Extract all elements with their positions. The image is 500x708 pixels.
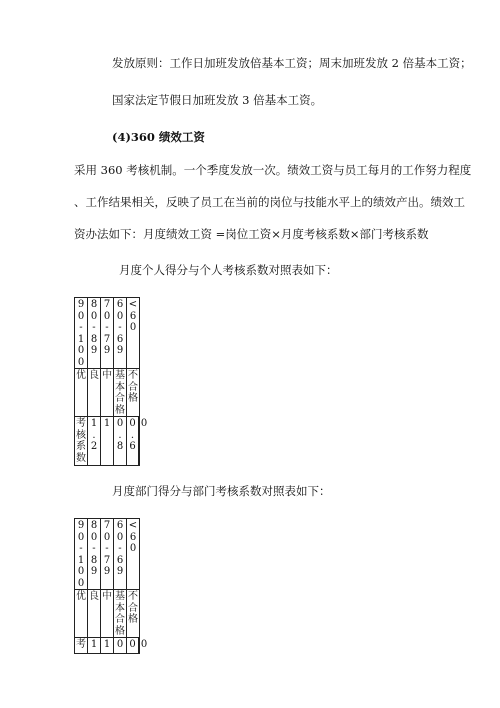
paragraph-holiday-rule: 国家法定节假日加班发放 3 倍基本工资。 bbox=[112, 93, 323, 107]
paragraph-mechanism: 采用 360 考核机制。一个季度发放一次。绩效工资与员工每月的工作努力程度 bbox=[74, 163, 472, 177]
score-cell: 6 0 - 6 9 bbox=[114, 298, 127, 369]
score-cell: 9 0 - 1 0 0 bbox=[75, 298, 88, 369]
coefficient-cell: 1 . 2 bbox=[88, 417, 101, 466]
paragraph-overtime-rule: 发放原则：工作日加班发放倍基本工资；周末加班发放 2 倍基本工资； bbox=[112, 56, 472, 70]
coefficient-cell: 0 bbox=[139, 417, 140, 466]
table1-caption: 月度个人得分与个人考核系数对照表如下： bbox=[119, 263, 338, 277]
coefficient-cell: 0 bbox=[114, 638, 127, 654]
grade-cell: 优 bbox=[75, 369, 88, 417]
score-cell: < 6 0 bbox=[127, 298, 140, 369]
coefficient-cell: 1 bbox=[88, 638, 101, 654]
coefficient-cell: 考 bbox=[75, 638, 88, 654]
grade-cell: 良 bbox=[88, 590, 101, 638]
coefficient-cell: 0 bbox=[139, 638, 140, 654]
grade-cell: 基 本 合 格 bbox=[115, 370, 125, 416]
score-cell: 8 0 - 8 9 bbox=[88, 298, 101, 369]
paragraph-description: 、工作结果相关，反映了员工在当前的岗位与技能水平上的绩效产出。绩效工 bbox=[74, 195, 465, 209]
grade-cell: 中 bbox=[101, 590, 114, 638]
grade-cell: 良 bbox=[88, 369, 101, 417]
grade-cell: 不 合 格 bbox=[127, 590, 140, 638]
grade-cell: 中 bbox=[101, 369, 114, 417]
coefficient-cell: 0 . 6 bbox=[127, 417, 139, 466]
score-cell: 8 0 - 8 9 bbox=[88, 519, 101, 590]
coefficient-cell: 考 核 系 数 bbox=[76, 418, 86, 464]
score-cell: < 6 0 bbox=[127, 519, 140, 590]
grade-cell: 基 本 合 格 bbox=[115, 591, 125, 637]
coefficient-cell: 0 . 8 bbox=[114, 417, 127, 466]
personal-score-table bbox=[74, 297, 148, 466]
paragraph-formula: 资办法如下：月度绩效工资 =岗位工资×月度考核系数×部门考核系数 bbox=[74, 227, 429, 241]
score-cell: 9 0 - 1 0 0 bbox=[75, 519, 88, 590]
department-score-table bbox=[74, 518, 148, 654]
score-cell: 7 0 - 7 9 bbox=[101, 519, 114, 590]
coefficient-cell: 1 bbox=[101, 638, 114, 654]
grade-cell: 优 bbox=[75, 590, 88, 638]
coefficient-cell: 1 bbox=[101, 417, 114, 466]
score-cell: 6 0 - 6 9 bbox=[114, 519, 127, 590]
score-cell: 7 0 - 7 9 bbox=[101, 298, 114, 369]
coefficient-cell: 0 bbox=[127, 638, 139, 654]
table2-caption: 月度部门得分与部门考核系数对照表如下： bbox=[112, 484, 331, 498]
grade-cell: 不 合 格 bbox=[127, 369, 140, 417]
section-heading: (4)360 绩效工资 bbox=[112, 130, 205, 144]
